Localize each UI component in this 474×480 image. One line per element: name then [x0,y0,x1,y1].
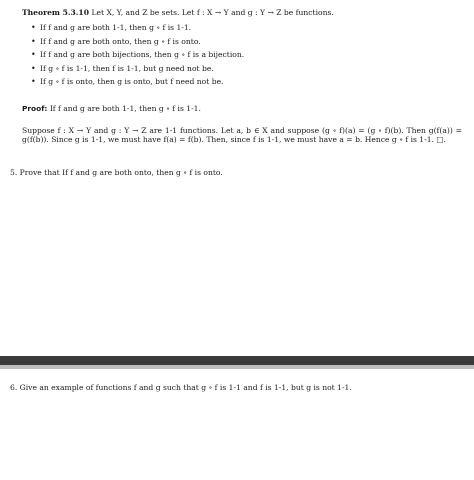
proof-intro: If f and g are both 1-1, then g ∘ f is 1-1. [49,104,201,113]
list-item: • If f and g are both bijections, then g ∘ f is a bijection. [40,50,462,59]
question-6: 6. Give an example of functions f and g such that g ∘ f is 1-1 and f is 1-1, but g is not 1-1. [10,383,352,392]
theorem-statement: Let X, Y, and Z be sets. Let f : X → Y and g : Y → Z be functions. [91,8,334,17]
question-5: 5. Prove that If f and g are both onto, then g ∘ f is onto. [10,168,223,177]
theorem-bullet-list [22,23,462,86]
page-divider [0,356,474,365]
theorem-label: Theorem 5.3.10 [22,8,90,17]
proof-body: Suppose f : X → Y and g : Y → Z are 1-1 functions. Let a, b ∈ X and suppose (g ∘ f)(a) = (g ∘ f)(b). Then g(f(a)) = g(f(b)). Since g is 1-1, we must have f(a) = f(b). Then, since f is 1-1, we must have a = b. Hence g ∘ f is 1-1. □. [22,126,462,145]
theorem-heading [22,8,462,17]
proof-heading [22,104,462,113]
list-item: • If f and g are both onto, then g ∘ f is onto. [40,37,462,46]
theorem-block [22,8,462,91]
list-item: • If g ∘ f is 1-1, then f is 1-1, but g need not be. [40,64,462,73]
proof-label: Proof: [22,104,48,113]
list-item: • If f and g are both 1-1, then g ∘ f is 1-1. [40,23,462,32]
list-item: • If g ∘ f is onto, then g is onto, but f need not be. [40,77,462,86]
